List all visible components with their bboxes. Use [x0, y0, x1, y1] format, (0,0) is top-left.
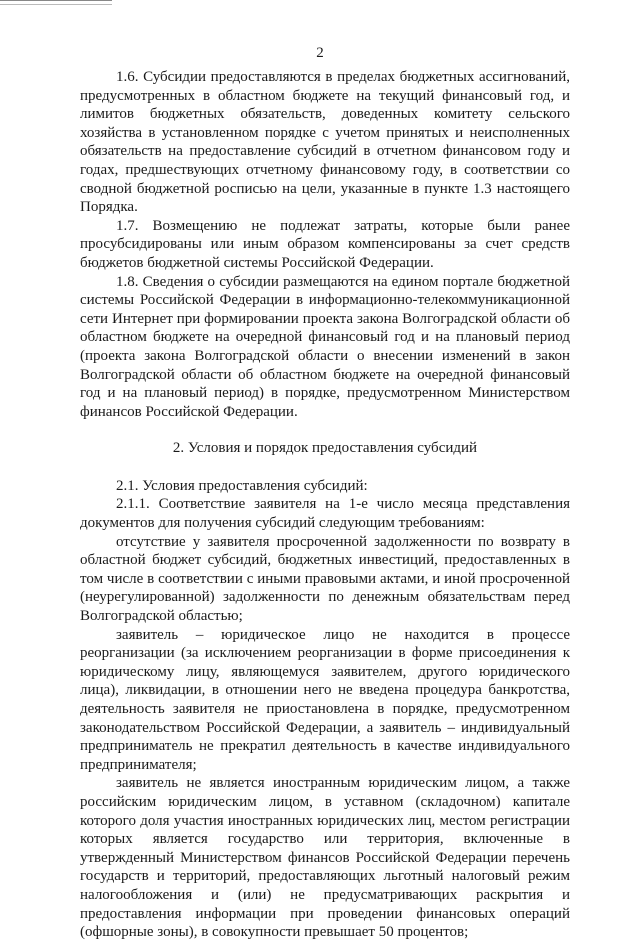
document-body: [80, 68, 570, 942]
requirement-no-reorganization: заявитель – юридическое лицо не находится в процессе реорганизации (за исключением реорганизации в форме присоединения к юридическому лицу, являющемуся заявителем, другого юридического лица), ликвидации, в отношении него не введена процедура банкротства, деятельность заявителя не приостановлена в порядке, предусмотренном законодательством Российской Федерации, а заявитель – индивидуальный предприниматель не прекратил деятельность в качестве индивидуального предпринимателя;: [80, 626, 570, 773]
requirement-no-debt: отсутствие у заявителя просроченной задолженности по возврату в областной бюджет субсидий, бюджетных инвестиций, предоставленных в том числе в соответствии с иными правовыми актами, и иной просроченной (неурегулированной) задолженности по денежным обязательствам перед Волгоградской областью;: [80, 533, 570, 625]
paragraph-1-8: 1.8. Сведения о субсидии размещаются на едином портале бюджетной системы Российской Федерации в информационно-телекоммуникационной сети Интернет при формировании проекта закона Волгоградской области об областном бюджете на очередной финансовый год и на плановый период (проекта закона Волгоградской области о внесении изменений в закон Волгоградской области об областном бюджете на очередной финансовый год и на плановый период) в порядке, предусмотренном Министерством финансов Российской Федерации.: [80, 273, 570, 420]
paragraph-2-1-1: 2.1.1. Соответствие заявителя на 1-е число месяца представления документов для получения субсидий следующим требованиям:: [80, 496, 570, 532]
page-number: 2: [316, 45, 324, 61]
paragraph-1-6: 1.6. Субсидии предоставляются в пределах бюджетных ассигнований, предусмотренных в областном бюджете на текущий финансовый год, и лимитов бюджетных обязательств, доведенных комитету сельского хозяйства в установленном порядке с учетом принятых и неисполненных обязательств на предоставление субсидий в отчетном финансовом году и годах, предшествующих отчетному финансовому году, в соответствии со сводной бюджетной росписью на цели, указанные в пункте 1.3 настоящего Порядка.: [80, 69, 570, 216]
scan-corner-mark: [0, 0, 112, 5]
section-heading: 2. Условия и порядок предоставления субсидий: [172, 440, 478, 457]
paragraph-1-7: 1.7. Возмещению не подлежат затраты, которые были ранее просубсидированы или иным образом компенсированы за счет средств бюджетов бюджетной системы Российской Федерации.: [80, 217, 570, 271]
paragraph-2-1: 2.1. Условия предоставления субсидий:: [116, 477, 368, 494]
requirement-not-offshore: заявитель не является иностранным юридическим лицом, а также российским юридическим лицом, в уставном (складочном) капитале которого доля участия иностранных юридических лиц, местом регистрации которых является государство или территория, включенные в утвержденный Министерством финансов Российской Федерации перечень государств и территорий, предоставляющих льготный налоговый режим налогообложения и (или) не предусматривающих раскрытия и предоставления информации при проведении финансовых операций (офшорные зоны), в совокупности превышает 50 процентов;: [80, 775, 570, 941]
